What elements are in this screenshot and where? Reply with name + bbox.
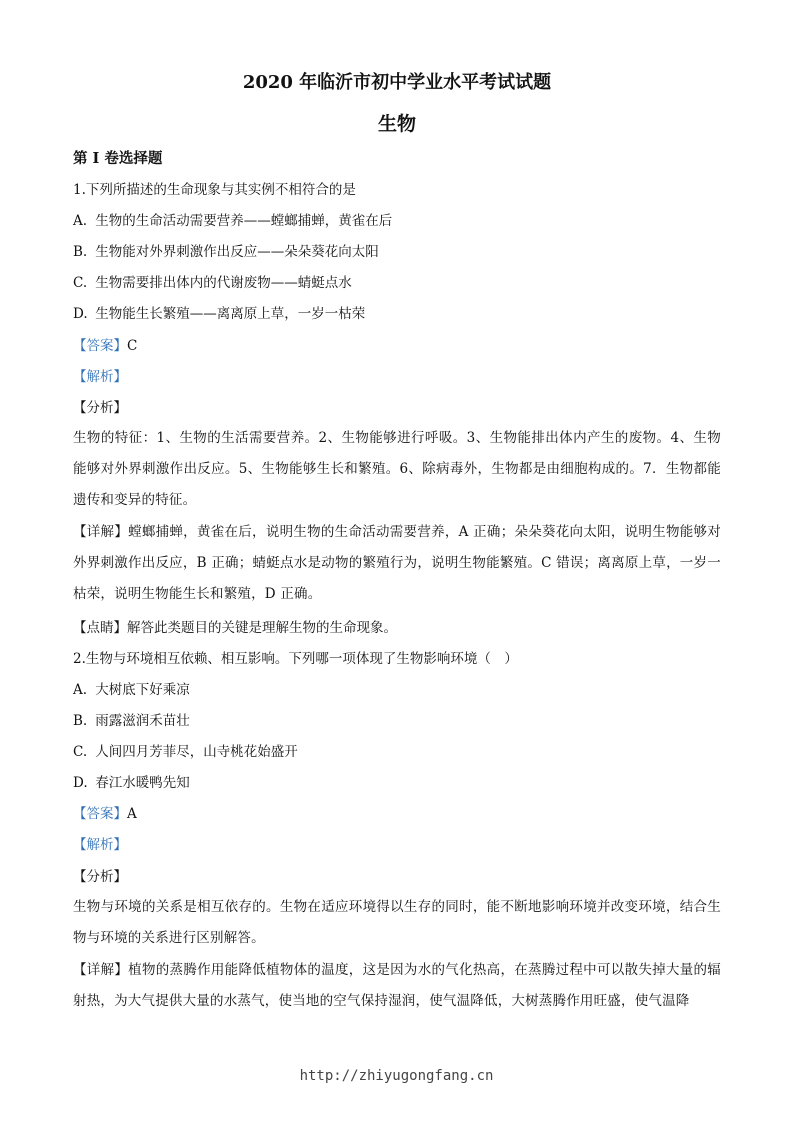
section-heading: 第 I 卷选择题 (73, 150, 163, 167)
q1-option-d: D. 生物能生长繁殖——离离原上草，一岁一枯荣 (73, 306, 366, 322)
q2-detail: 【详解】植物的蒸腾作用能降低植物体的温度，这是因为水的气化热高，在蒸腾过程中可以散失掉大量的辐射热，为大气提供大量的水蒸气，使当地的空气保持湿润，使气温降低，大树蒸腾作用旺盛，使气温降 (73, 962, 721, 1009)
q2-fenxi-tag: 【分析】 (73, 869, 127, 885)
q1-analysis-tag: 【解析】 (73, 369, 127, 385)
footer-url: http://zhiyugongfang.cn (299, 1068, 494, 1084)
q1-tip: 【点睛】解答此类题目的关键是理解生物的生命现象。 (73, 620, 397, 636)
q2-option-d: D. 春江水暖鸭先知 (73, 775, 190, 791)
q2-option-a: A. 大树底下好乘凉 (73, 682, 190, 698)
q1-option-b: B. 生物能对外界刺激作出反应——朵朵葵花向太阳 (73, 244, 379, 260)
q1-option-a: A. 生物的生命活动需要营养——螳螂捕蝉，黄雀在后 (73, 213, 393, 229)
q2-analysis-tag: 【解析】 (73, 837, 127, 853)
q2-stem: 2.生物与环境相互依赖、相互影响。下列哪一项体现了生物影响环境（ ） (73, 651, 518, 667)
q1-stem: 1.下列所描述的生命现象与其实例不相符合的是 (73, 182, 356, 198)
q1-fenxi-tag: 【分析】 (73, 400, 127, 416)
exam-title: 2020 年临沂市初中学业水平考试试题 (242, 72, 552, 93)
q2-option-c: C. 人间四月芳菲尽，山寺桃花始盛开 (73, 744, 298, 760)
q1-option-c: C. 生物需要排出体内的代谢废物——蜻蜓点水 (73, 275, 352, 291)
subject-title: 生物 (377, 113, 416, 135)
q2-fenxi-text: 生物与环境的关系是相互依存的。生物在适应环境得以生存的同时，能不断地影响环境并改变环境，结合生物与环境的关系进行区别解答。 (73, 899, 721, 946)
q2-answer: 【答案】A (73, 806, 137, 822)
q2-option-b: B. 雨露滋润禾苗壮 (73, 713, 190, 729)
q1-fenxi-text: 生物的特征：1、生物的生活需要营养。2、生物能够进行呼吸。3、生物能排出体内产生的废物。4、生物能够对外界刺激作出反应。5、生物能够生长和繁殖。6、除病毒外，生物都是由细胞构成的。7．生物都能遗传和变异的特征。 (73, 430, 721, 508)
q1-detail: 【详解】螳螂捕蝉，黄雀在后，说明生物的生命活动需要营养，A 正确；朵朵葵花向太阳，说明生物能够对外界刺激作出反应，B 正确；蜻蜓点水是动物的繁殖行为，说明生物能繁殖。C 错误；离离原上草，一岁一枯荣，说明生物能生长和繁殖，D 正确。 (73, 524, 721, 602)
q1-answer: 【答案】C (73, 338, 138, 354)
